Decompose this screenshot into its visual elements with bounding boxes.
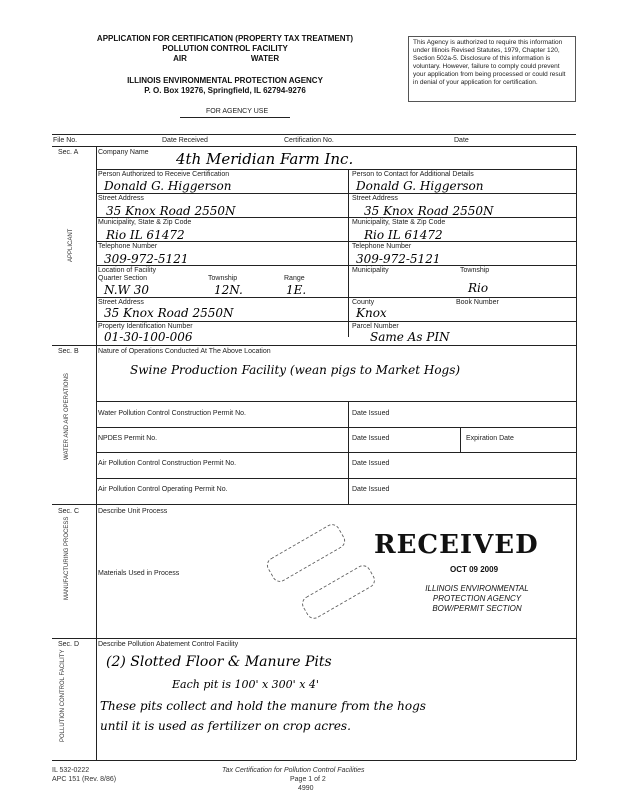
book-number-label: Book Number: [456, 299, 499, 306]
date-issued-label-4: Date Issued: [352, 486, 390, 493]
stamp-agency-line2: PROTECTION AGENCY: [432, 594, 522, 603]
pollution-facility-line2: Each pit is 100' x 300' x 4': [172, 678, 319, 691]
person-contact-value: Donald G. Higgerson: [356, 179, 484, 193]
township-value: 12N.: [214, 283, 243, 297]
date-issued-label-3: Date Issued: [352, 460, 390, 467]
for-agency-use-label: FOR AGENCY USE: [206, 108, 269, 115]
agency-name: ILLINOIS ENVIRONMENTAL PROTECTION AGENCY: [127, 76, 323, 85]
township-label: Township: [208, 275, 238, 282]
parcel-number-value: Same As PIN: [370, 330, 450, 344]
street-address-contact-label: Street Address: [352, 195, 398, 202]
pollution-facility-line4: until it is used as fertilizer on crop acres.: [100, 719, 351, 733]
date-issued-label-2: Date Issued: [352, 435, 390, 442]
date-label: Date: [454, 137, 469, 144]
company-name-label: Company Name: [98, 149, 149, 156]
person-authorized-label: Person Authorized to Receive Certification: [98, 171, 230, 178]
received-stamp: RECEIVED: [374, 530, 539, 560]
property-id-value: 01-30-100-006: [104, 330, 193, 344]
township-name-value: Rio: [468, 281, 489, 295]
parcel-number-label: Parcel Number: [352, 323, 399, 330]
municipality-facility-label: Municipality: [352, 267, 389, 274]
nature-of-operations-label: Nature of Operations Conducted At The Above Location: [98, 348, 271, 355]
person-contact-label: Person to Contact for Additional Details: [352, 171, 474, 178]
scanner-smudge: [264, 521, 348, 585]
certification-no-label: Certification No.: [284, 137, 334, 144]
street-address-label: Street Address: [98, 195, 144, 202]
water-permit-label: Water Pollution Control Construction Permit No.: [98, 410, 246, 417]
section-a-label: Sec. A: [58, 149, 79, 156]
person-authorized-value: Donald G. Higgerson: [104, 179, 232, 193]
pollution-control-side-label: POLLUTION CONTROL FACILITY: [60, 649, 66, 742]
air-operating-permit-label: Air Pollution Control Operating Permit No.: [98, 486, 228, 493]
stamp-agency-line1: ILLINOIS ENVIRONMENTAL: [425, 584, 529, 593]
telephone-contact-label: Telephone Number: [352, 243, 412, 250]
municipality-contact-label: Municipality, State & Zip Code: [352, 219, 446, 226]
manufacturing-side-label: MANUFACTURING PROCESS: [64, 516, 70, 600]
form-title-line1: APPLICATION FOR CERTIFICATION (PROPERTY TAX TREATMENT): [96, 34, 354, 43]
range-value: 1E.: [286, 283, 307, 297]
water-checkbox-label: WATER: [250, 54, 280, 63]
scanner-smudge-2: [299, 562, 378, 621]
apc-form-number: APC 151 (Rev. 8/86): [52, 776, 117, 783]
agency-address: P. O. Box 19276, Springfield, IL 62794-9276: [144, 86, 306, 95]
property-id-label: Property Identification Number: [98, 323, 193, 330]
form-title-line2: POLLUTION CONTROL FACILITY: [162, 44, 288, 53]
quarter-section-label: Quarter Section: [98, 275, 148, 282]
applicant-side-label: APPLICANT: [68, 228, 74, 262]
street-address-contact-value: 35 Knox Road 2550N: [364, 204, 494, 218]
telephone-contact-value: 309-972-5121: [356, 252, 441, 266]
telephone-label: Telephone Number: [98, 243, 158, 250]
water-air-side-label: WATER AND AIR OPERATIONS: [64, 373, 70, 460]
npdes-permit-label: NPDES Permit No.: [98, 435, 158, 442]
street-address-facility-value: 35 Knox Road 2550N: [104, 306, 234, 320]
received-stamp-date: OCT 09 2009: [450, 565, 499, 574]
telephone-value: 309-972-5121: [104, 252, 189, 266]
range-label: Range: [284, 275, 305, 282]
date-issued-label-1: Date Issued: [352, 410, 390, 417]
form-code: IL 532-0222: [52, 767, 90, 774]
air-checkbox-label: AIR: [173, 54, 187, 63]
section-c-label: Sec. C: [58, 508, 80, 515]
describe-pollution-facility-label: Describe Pollution Abatement Control Facility: [98, 641, 239, 648]
nature-of-operations-value: Swine Production Facility (wean pigs to Market Hogs): [130, 363, 461, 377]
section-b-label: Sec. B: [58, 348, 79, 355]
street-address-facility-label: Street Address: [98, 299, 144, 306]
pollution-facility-line3: These pits collect and hold the manure from the hogs: [100, 699, 426, 713]
disclosure-notice: This Agency is authorized to require this information under Illinois Revised Statutes, 1979, Chapter 120, Section 502a-5. Disclosure of this information is voluntary. However, failure to comply could prevent your application from being processed or could result in denial of your application for certification.: [408, 36, 576, 102]
county-label: County: [352, 299, 375, 306]
location-of-facility-label: Location of Facility: [98, 267, 156, 274]
air-construction-permit-label: Air Pollution Control Construction Permit No.: [98, 460, 237, 467]
materials-used-label: Materials Used in Process: [98, 570, 180, 577]
file-no-label: File No.: [53, 137, 78, 144]
stamp-agency-line3: BOW/PERMIT SECTION: [432, 604, 522, 613]
municipality-contact-value: Rio IL 61472: [364, 228, 443, 242]
municipality-value: Rio IL 61472: [106, 228, 185, 242]
quarter-section-value: N.W 30: [104, 283, 149, 297]
expiration-date-label: Expiration Date: [466, 435, 514, 442]
footer-page: Page 1 of 2: [290, 776, 326, 783]
county-value: Knox: [356, 306, 387, 320]
footer-center-title: Tax Certification for Pollution Control Facilities: [222, 767, 365, 774]
company-name-value: 4th Meridian Farm Inc.: [176, 150, 354, 168]
describe-unit-process-label: Describe Unit Process: [98, 508, 168, 515]
municipality-label: Municipality, State & Zip Code: [98, 219, 192, 226]
pollution-facility-line1: (2) Slotted Floor & Manure Pits: [106, 654, 332, 670]
footer-code: 4990: [298, 785, 314, 792]
section-d-label: Sec. D: [58, 641, 80, 648]
street-address-value: 35 Knox Road 2550N: [106, 204, 236, 218]
date-received-label: Date Received: [162, 137, 208, 144]
township-facility-label: Township: [460, 267, 490, 274]
